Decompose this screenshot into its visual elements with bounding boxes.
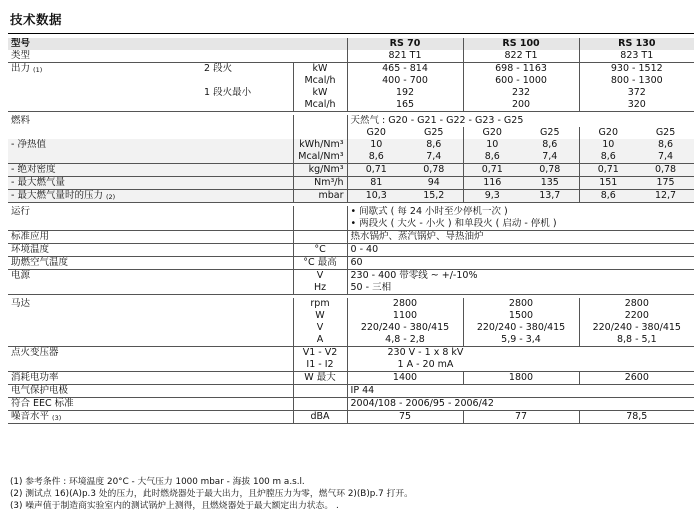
output-value: 200	[463, 99, 579, 112]
table-row	[8, 87, 694, 99]
fuel-value: 13,7	[539, 190, 561, 201]
row-label-fuel: 燃料	[11, 115, 31, 126]
output-stage2: 2 段火	[204, 63, 233, 74]
motor-unit: A	[293, 334, 347, 347]
operation-line1: • 间歇式 ( 每 24 小时至少停机一次 )	[347, 206, 694, 218]
operation-line2: • 两段火 ( 大火 - 小火 ) 和单段火 ( 启动 - 停机 )	[347, 218, 694, 231]
motor-unit: V	[293, 322, 347, 334]
output-value: 465 - 814	[347, 63, 463, 76]
table-row	[8, 359, 694, 372]
fuel-row-label-text: - 最大燃气量时的压力	[11, 190, 103, 201]
fuel-value: 8,6	[657, 139, 674, 150]
table-row	[8, 190, 694, 203]
table-row	[8, 298, 694, 310]
gas-label: G20	[463, 127, 521, 139]
output-value: 600 - 1000	[463, 75, 579, 87]
ignition-value: 230 V - 1 x 8 kV	[347, 347, 694, 360]
output-label: 出力	[11, 63, 31, 74]
table-row	[8, 270, 694, 283]
motor-value: 220/240 - 380/415	[463, 322, 579, 334]
fuel-value: 0,78	[654, 164, 677, 175]
header-rs70: RS 70	[347, 38, 463, 50]
fuel-value: 175	[656, 177, 675, 188]
footnote: (3) 噪声值于制造商实验室内的测试锅炉上测得，且燃烧器处于最大额定出力状态。 .	[10, 501, 339, 511]
fuel-value: 8,6	[426, 139, 442, 150]
fuel-row-unit: kWh/Nm³	[293, 139, 347, 151]
motor-value: 2200	[579, 310, 694, 322]
comb-air-unit: °C 最高	[293, 257, 347, 270]
ignition-unit: V1 - V2	[293, 347, 347, 360]
power-unit: Hz	[293, 282, 347, 295]
motor-unit: W	[293, 310, 347, 322]
header-rs100: RS 100	[463, 38, 579, 50]
fuel-value: 10	[347, 139, 405, 151]
row-label-comb-air: 助燃空气温度	[11, 257, 69, 268]
fuel-row-label: - 绝对密度	[11, 164, 56, 175]
row-label-output	[8, 63, 201, 76]
motor-value: 5,9 - 3,4	[463, 334, 579, 347]
gas-label: G25	[540, 127, 560, 138]
output-value: 800 - 1300	[579, 75, 694, 87]
motor-value: 2800	[463, 298, 579, 310]
fuel-row-label	[8, 190, 293, 203]
fuel-value: 8,6	[579, 190, 637, 203]
row-label-eec: 符合 EEC 标准	[11, 398, 74, 409]
motor-value: 220/240 - 380/415	[579, 322, 694, 334]
fuel-value: 116	[463, 177, 521, 190]
eec-value: 2004/108 - 2006/95 - 2006/42	[347, 398, 694, 411]
fuel-value: 10	[579, 139, 637, 151]
fuel-row-label: - 净热值	[11, 139, 46, 150]
motor-value: 1100	[347, 310, 463, 322]
output-value: 698 - 1163	[463, 63, 579, 76]
table-row	[8, 347, 694, 360]
table-row	[8, 127, 694, 139]
comb-air-value: 60	[347, 257, 694, 270]
table-row	[8, 63, 694, 76]
fuel-value: 0,78	[539, 164, 561, 175]
ignition-value: 1 A - 20 mA	[347, 359, 694, 372]
type-rs70: 821 T1	[347, 50, 463, 63]
output-unit: Mcal/h	[293, 99, 347, 112]
fuel-value: 10	[463, 139, 521, 151]
motor-value: 4,8 - 2,8	[347, 334, 463, 347]
table-row	[8, 411, 694, 424]
application-value: 热水锅炉、蒸汽锅炉、导热油炉	[347, 231, 694, 244]
power-value: 50 - 三相	[347, 282, 694, 295]
output-value: 930 - 1512	[579, 63, 694, 76]
fuel-value: 135	[540, 177, 559, 188]
output-value: 372	[579, 87, 694, 99]
table-row	[8, 218, 694, 231]
fuel-row-label: - 最大燃气量	[11, 177, 65, 188]
consumption-unit: W 最大	[293, 372, 347, 385]
consumption-value: 1400	[347, 372, 463, 385]
fuel-value: 7,4	[426, 151, 442, 162]
header-model: 型号	[11, 38, 31, 49]
noise-unit: dBA	[293, 411, 347, 424]
fuel-row-unit: mbar	[293, 190, 347, 203]
output-value: 320	[579, 99, 694, 112]
fuel-value: 7,4	[657, 151, 674, 162]
fuel-value: 0,71	[579, 164, 637, 177]
row-label-protection: 电气保护电极	[11, 385, 69, 396]
fuel-value: 15,2	[423, 190, 445, 201]
row-label-application: 标准应用	[11, 231, 50, 242]
motor-value: 2800	[347, 298, 463, 310]
table-row	[8, 385, 694, 398]
fuel-value: 10,3	[347, 190, 405, 203]
row-label-ignition: 点火变压器	[11, 347, 59, 358]
fuel-value: 7,4	[542, 151, 558, 162]
title-divider	[8, 33, 694, 34]
ambient-value: 0 - 40	[347, 244, 694, 257]
gas-label: G25	[424, 127, 444, 138]
ignition-unit: I1 - I2	[293, 359, 347, 372]
row-label-type: 类型	[11, 50, 31, 61]
table-row	[8, 244, 694, 257]
fuel-value: 8,6	[347, 151, 405, 164]
table-row	[8, 310, 694, 322]
table-row	[8, 372, 694, 385]
noise-note: (3)	[52, 414, 62, 422]
table-header	[8, 38, 694, 50]
table-row	[8, 322, 694, 334]
row-label-noise	[8, 411, 293, 424]
spec-table	[8, 38, 694, 424]
fuel-value: 81	[347, 177, 405, 190]
fuel-value: 94	[427, 177, 440, 188]
power-unit: V	[293, 270, 347, 283]
table-row	[8, 282, 694, 295]
table-row	[8, 164, 694, 177]
output-note: (1)	[33, 66, 43, 74]
table-row	[8, 206, 694, 218]
fuel-type: 天然气 : G20 - G21 - G22 - G23 - G25	[347, 115, 694, 127]
motor-value: 8,8 - 5,1	[579, 334, 694, 347]
table-row	[8, 139, 694, 151]
gas-label: G25	[655, 127, 676, 138]
consumption-value: 1800	[463, 372, 579, 385]
row-label-motor: 马达	[11, 298, 31, 309]
fuel-value: 0,78	[423, 164, 445, 175]
noise-value: 78,5	[579, 411, 694, 424]
table-row	[8, 75, 694, 87]
consumption-value: 2600	[579, 372, 694, 385]
fuel-value: 0,71	[347, 164, 405, 177]
noise-value: 75	[347, 411, 463, 424]
power-value: 230 - 400 带零线 ~ +/-10%	[347, 270, 694, 283]
output-unit: kW	[293, 63, 347, 76]
fuel-value: 12,7	[654, 190, 677, 201]
fuel-value: 8,6	[579, 151, 637, 164]
fuel-value: 0,71	[463, 164, 521, 177]
ambient-unit: °C	[293, 244, 347, 257]
row-label-power: 电源	[11, 270, 31, 281]
output-unit: Mcal/h	[293, 75, 347, 87]
table-row	[8, 398, 694, 411]
type-rs130: 823 T1	[579, 50, 694, 63]
row-label-ambient: 环境温度	[11, 244, 50, 255]
motor-value: 2800	[579, 298, 694, 310]
gas-label: G20	[347, 127, 405, 139]
fuel-value: 151	[579, 177, 637, 190]
table-row	[8, 151, 694, 164]
fuel-value: 8,6	[463, 151, 521, 164]
fuel-value: 9,3	[463, 190, 521, 203]
fuel-row-unit: kg/Nm³	[293, 164, 347, 177]
table-row	[8, 115, 694, 127]
footnotes	[10, 476, 413, 512]
footnote: (2) 测试点 16)(A)p.3 处的压力，此时燃烧器处于最大出力，且炉膛压力为零，燃气环 2)(B)p.7 打开。	[10, 489, 413, 499]
gas-label: G20	[579, 127, 637, 139]
motor-value: 220/240 - 380/415	[347, 322, 463, 334]
table-row	[8, 334, 694, 347]
table-row	[8, 177, 694, 190]
noise-value: 77	[463, 411, 579, 424]
table-row	[8, 257, 694, 270]
output-value: 400 - 700	[347, 75, 463, 87]
page-title: 技术数据	[10, 12, 63, 27]
output-value: 165	[347, 99, 463, 112]
header-rs130: RS 130	[579, 38, 694, 50]
footnote: (1) 参考条件 : 环境温度 20°C - 大气压力 1000 mbar - 海拔 100 m a.s.l.	[10, 477, 305, 487]
output-stage1: 1 段火最小	[204, 87, 252, 98]
type-rs100: 822 T1	[463, 50, 579, 63]
row-label-consumption: 消耗电功率	[11, 372, 59, 383]
output-unit: kW	[293, 87, 347, 99]
fuel-row-unit: Nm³/h	[293, 177, 347, 190]
motor-value: 1500	[463, 310, 579, 322]
output-value: 232	[463, 87, 579, 99]
table-row	[8, 231, 694, 244]
fuel-value: 8,6	[542, 139, 558, 150]
fuel-row-unit: Mcal/Nm³	[293, 151, 347, 164]
table-row	[8, 99, 694, 112]
table-row	[8, 50, 694, 63]
motor-unit: rpm	[293, 298, 347, 310]
output-value: 192	[347, 87, 463, 99]
noise-label: 噪音水平	[11, 411, 50, 422]
protection-value: IP 44	[347, 385, 694, 398]
row-label-operation: 运行	[11, 206, 31, 217]
fuel-row-note: (2)	[105, 193, 116, 201]
